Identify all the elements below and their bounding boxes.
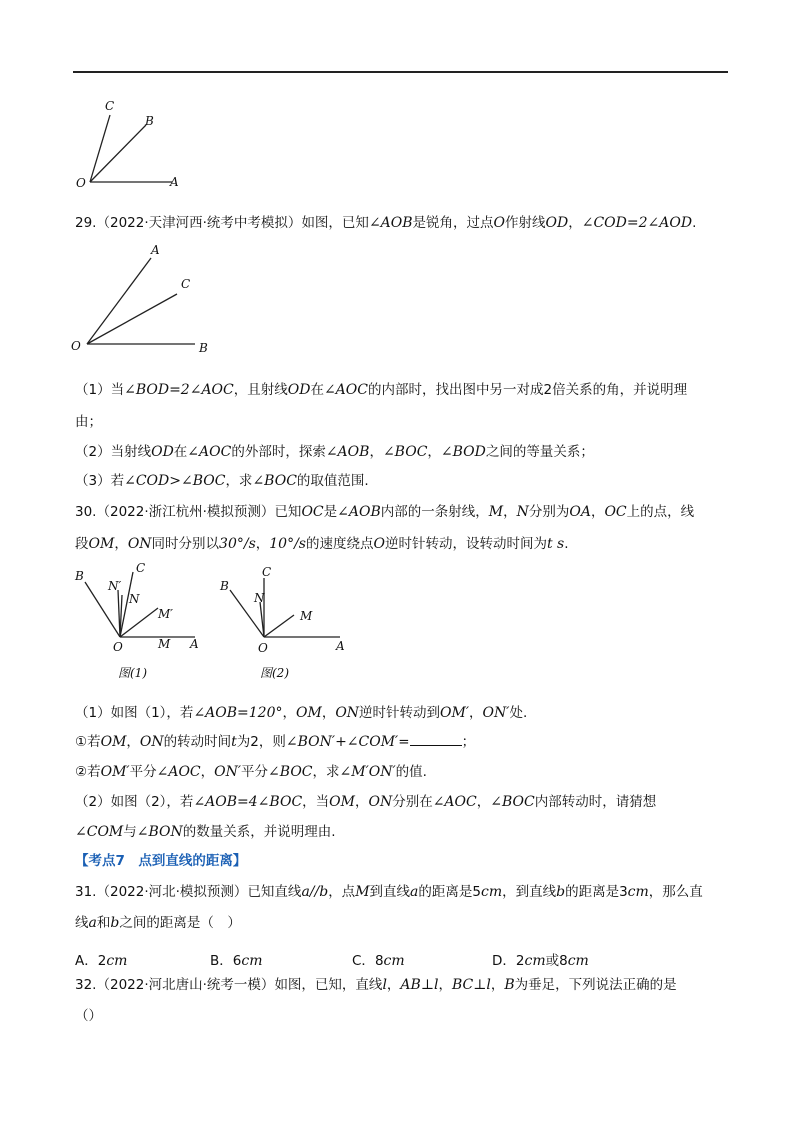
label-c: C [136, 561, 146, 575]
header-rule [73, 71, 728, 73]
label-n: N [129, 592, 140, 606]
q30-stem-line1: 30.（2022·浙江杭州·模拟预测）已知OC是∠AOB内部的一条射线，M，N分别为OA，OC上的点，线 [75, 504, 695, 520]
section-heading: 【考点7 点到直线的距离】 [75, 853, 247, 869]
label-o: O [258, 641, 268, 655]
label-n: N [254, 591, 265, 605]
q29-part1: （1）当∠BOD=2∠AOC，且射线OD在∠AOC的内部时，找出图中另一对成2倍关系的角，并说明理 [75, 382, 688, 398]
q31-stem-line1: 31.（2022·河北·模拟预测）已知直线a//b，点M到直线a的距离是5cm，到直线b的距离是3cm，那么直 [75, 884, 703, 900]
q30-part2: （2）如图（2），若∠AOB=4∠BOC，当OM，ON分别在∠AOC，∠BOC内部转动时，请猜想 [75, 794, 657, 810]
label-b: B [145, 114, 154, 128]
q29-part2: （2）当射线OD在∠AOC的外部时，探索∠AOB，∠BOC，∠BOD之间的等量关系； [75, 444, 594, 460]
label-m-prime: M′ [158, 607, 174, 621]
figure-q29 [65, 238, 225, 358]
figure-q30-2 [212, 560, 352, 685]
label-n-prime: N′ [108, 579, 122, 593]
q29-part1-cont: 由； [75, 414, 102, 430]
figure-caption: 图(2) [260, 666, 289, 680]
figure-caption: 图(1) [118, 666, 147, 680]
q30-part1: （1）如图（1），若∠AOB=120°，OM，ON逆时针转动到OM′，ON′处. [75, 705, 528, 721]
q31-stem-line2: 线a和b之间的距离是（ ） [75, 915, 241, 931]
label-b: B [199, 341, 208, 355]
choice-a[interactable]: A．2cm [75, 953, 128, 969]
q32-stem-line1: 32.（2022·河北唐山·统考一模）如图，已知，直线l，AB⊥l，BC⊥l，B为垂足，下列说法正确的是 [75, 977, 677, 993]
q29-part3: （3）若∠COD>∠BOC，求∠BOC的取值范围. [75, 473, 369, 489]
figure-q30-1 [70, 560, 210, 685]
answer-blank [410, 733, 462, 746]
q30-part1-sub2: ②若OM′平分∠AOC，ON′平分∠BOC，求∠M′ON′的值. [75, 764, 427, 780]
choice-d[interactable]: D．2cm或8cm [492, 953, 589, 969]
label-a: A [336, 639, 345, 653]
label-b: B [220, 579, 229, 593]
label-m: M [158, 637, 171, 651]
q30-stem-line2: 段OM，ON同时分别以30°/s，10°/s的速度绕点O逆时针转动，设转动时间为t s. [75, 536, 569, 552]
choice-c[interactable]: C．8cm [352, 953, 405, 969]
label-b: B [75, 569, 84, 583]
label-m: M [300, 609, 313, 623]
figure-top-angles [70, 95, 190, 195]
label-c: C [105, 99, 115, 113]
choice-b[interactable]: B．6cm [210, 953, 263, 969]
label-o: O [71, 339, 81, 353]
label-a: A [190, 637, 199, 651]
label-o: O [113, 640, 123, 654]
q30-part1-sub1: ①若OM，ON的转动时间t为2，则∠BON′+∠COM′= ； [75, 734, 476, 750]
label-c: C [262, 565, 272, 579]
q30-part2-cont: ∠COM与∠BON的数量关系，并说明理由. [75, 824, 336, 840]
label-a: A [170, 175, 179, 189]
label-o: O [76, 176, 86, 190]
q29-stem: 29.（2022·天津河西·统考中考模拟）如图，已知∠AOB是锐角，过点O作射线OD，∠COD=2∠AOD. [75, 215, 697, 231]
label-c: C [181, 277, 191, 291]
q32-stem-line2: （） [75, 1008, 102, 1024]
label-a: A [151, 243, 160, 257]
